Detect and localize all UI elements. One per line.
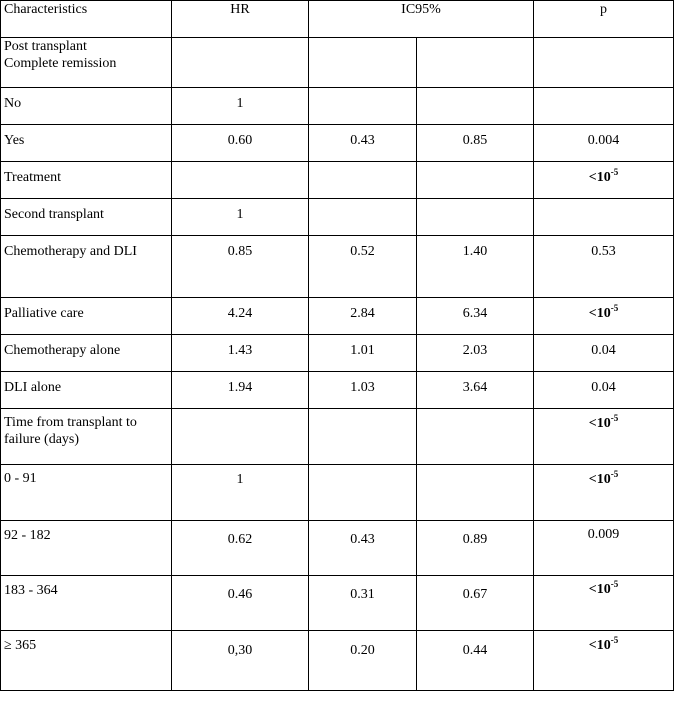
row-label: 0 - 91 — [1, 465, 172, 521]
row-label: Chemotherapy alone — [1, 335, 172, 372]
cell-p — [534, 162, 674, 199]
cell-ic-low — [309, 409, 417, 465]
row-label-time-to-failure — [1, 409, 172, 465]
row-label: ≥ 365 — [1, 631, 172, 691]
p-exponent: -5 — [610, 167, 619, 177]
cell-ic-low — [309, 38, 417, 88]
cell-ic-high — [417, 409, 534, 465]
row-label: Palliative care — [1, 298, 172, 335]
cell-hr: 1.43 — [172, 335, 309, 372]
header-hr: HR — [172, 1, 309, 38]
header-characteristics: Characteristics — [1, 1, 172, 38]
row-label: Second transplant — [1, 199, 172, 236]
cell-ic-low — [309, 465, 417, 521]
table-row — [1, 236, 674, 298]
time-label-line1: Time from transplant to — [4, 415, 137, 430]
cell-hr: 1 — [172, 465, 309, 521]
row-label: 183 - 364 — [1, 576, 172, 631]
cell-ic-high: 0.44 — [417, 631, 534, 691]
cell-hr: 1.94 — [172, 372, 309, 409]
cell-ic-low: 1.03 — [309, 372, 417, 409]
cell-hr: 0.85 — [172, 236, 309, 298]
cell-p: 0.009 — [534, 521, 674, 576]
p-base: <10 — [588, 170, 611, 185]
cell-hr: 0,30 — [172, 631, 309, 691]
cell-ic-high: 2.03 — [417, 335, 534, 372]
cell-ic-high: 0.89 — [417, 521, 534, 576]
cell-ic-low: 0.31 — [309, 576, 417, 631]
p-base: <10 — [588, 582, 611, 597]
cell-hr: 1 — [172, 199, 309, 236]
cell-hr: 1 — [172, 88, 309, 125]
row-label: Chemotherapy and DLI — [1, 236, 172, 298]
cell-ic-high — [417, 88, 534, 125]
cell-ic-low: 0.43 — [309, 521, 417, 576]
table-row — [1, 38, 674, 88]
cell-ic-high — [417, 162, 534, 199]
cell-p — [534, 465, 674, 521]
header-p: p — [534, 1, 674, 38]
post-transplant-line2: Complete remission — [4, 56, 117, 71]
table-row — [1, 631, 674, 691]
cell-hr: 4.24 — [172, 298, 309, 335]
p-base: <10 — [588, 472, 611, 487]
table-row — [1, 125, 674, 162]
cell-ic-low: 2.84 — [309, 298, 417, 335]
cell-ic-high: 3.64 — [417, 372, 534, 409]
table-row — [1, 372, 674, 409]
cell-p — [534, 631, 674, 691]
header-ic95: IC95% — [309, 1, 534, 38]
cell-ic-low: 0.52 — [309, 236, 417, 298]
cell-p: 0.04 — [534, 372, 674, 409]
table-row — [1, 88, 674, 125]
p-base: <10 — [588, 416, 611, 431]
cell-ic-high — [417, 199, 534, 236]
cell-hr — [172, 38, 309, 88]
cell-ic-low: 0.20 — [309, 631, 417, 691]
p-exponent: -5 — [610, 635, 619, 645]
cell-p — [534, 38, 674, 88]
post-transplant-line1: Post transplant — [4, 39, 87, 54]
p-exponent: -5 — [610, 469, 619, 479]
table-row — [1, 298, 674, 335]
cell-hr — [172, 409, 309, 465]
row-label: Treatment — [1, 162, 172, 199]
p-exponent: -5 — [610, 413, 619, 423]
cell-p: 0.04 — [534, 335, 674, 372]
cell-hr: 0.46 — [172, 576, 309, 631]
time-label-line2: failure (days) — [4, 432, 80, 447]
row-label: DLI alone — [1, 372, 172, 409]
cell-hr: 0.60 — [172, 125, 309, 162]
table-row — [1, 409, 674, 465]
cell-ic-low: 1.01 — [309, 335, 417, 372]
cell-ic-high: 1.40 — [417, 236, 534, 298]
cell-hr: 0.62 — [172, 521, 309, 576]
table-row — [1, 576, 674, 631]
cell-p — [534, 88, 674, 125]
cell-p — [534, 576, 674, 631]
table-row — [1, 162, 674, 199]
cell-p: 0.004 — [534, 125, 674, 162]
table-row — [1, 335, 674, 372]
cell-p — [534, 298, 674, 335]
row-label: No — [1, 88, 172, 125]
cell-p — [534, 409, 674, 465]
row-label-post-transplant — [1, 38, 172, 88]
cell-ic-low: 0.43 — [309, 125, 417, 162]
p-exponent: -5 — [610, 303, 619, 313]
table-header-row — [1, 1, 674, 38]
cell-p: 0.53 — [534, 236, 674, 298]
p-exponent: -5 — [610, 579, 619, 589]
p-base: <10 — [588, 306, 611, 321]
table-row — [1, 521, 674, 576]
table-row — [1, 465, 674, 521]
cell-ic-low — [309, 162, 417, 199]
cell-ic-high: 6.34 — [417, 298, 534, 335]
cell-ic-high: 0.67 — [417, 576, 534, 631]
row-label: Yes — [1, 125, 172, 162]
cell-hr — [172, 162, 309, 199]
cell-ic-high — [417, 38, 534, 88]
cell-ic-low — [309, 199, 417, 236]
cell-ic-low — [309, 88, 417, 125]
p-base: <10 — [588, 638, 611, 653]
row-label: 92 - 182 — [1, 521, 172, 576]
cell-p — [534, 199, 674, 236]
cell-ic-high: 0.85 — [417, 125, 534, 162]
cell-ic-high — [417, 465, 534, 521]
table-row — [1, 199, 674, 236]
